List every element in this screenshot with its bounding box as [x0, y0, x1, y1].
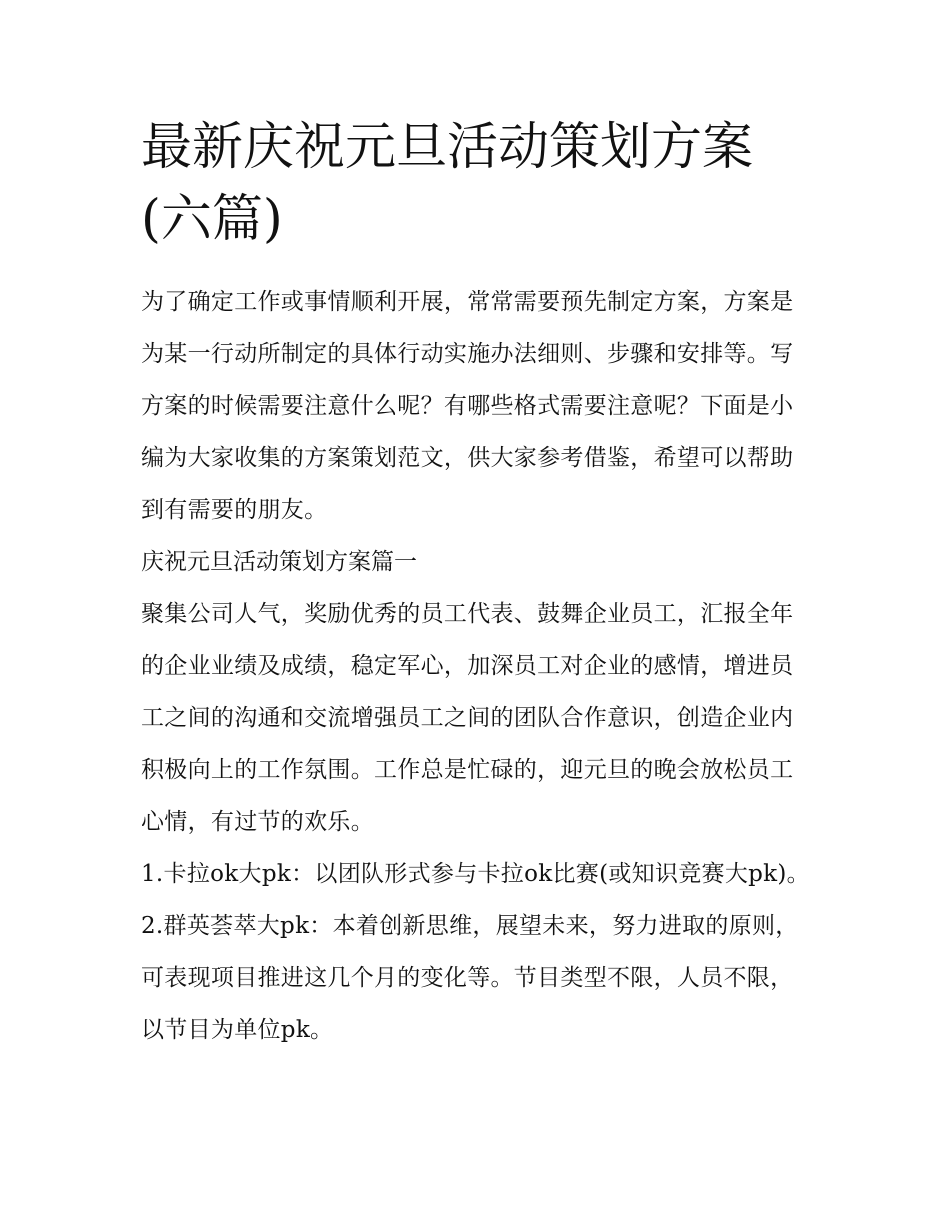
document-page — [141, 112, 813, 1056]
document-title: 最新庆祝元旦活动策划方案(六篇) — [141, 118, 754, 249]
list-item-2: 2.群英荟萃大pk：本着创新思维，展望未来，努力进取的原则，可表现项目推进这几个月的变化等。节目类型不限，人员不限，以节目为单位pk。 — [141, 913, 799, 1043]
list-item-1: 1.卡拉ok大pk：以团队形式参与卡拉ok比赛(或知识竞赛大pk)。 — [141, 861, 810, 887]
document-body — [141, 276, 813, 1056]
paragraph-1: 聚集公司人气，奖励优秀的员工代表、鼓舞企业员工，汇报全年的企业业绩及成绩，稳定军心，加深员工对企业的感情，增进员工之间的沟通和交流增强员工之间的团队合作意识，创造企业内积极向上的工作氛围。工作总是忙碌的，迎元旦的晚会放松员工心情，有过节的欢乐。 — [141, 601, 794, 835]
section-heading: 庆祝元旦活动策划方案篇一 — [141, 549, 417, 575]
intro-paragraph: 为了确定工作或事情顺利开展，常常需要预先制定方案，方案是为某一行动所制定的具体行动实施办法细则、步骤和安排等。写方案的时候需要注意什么呢？有哪些格式需要注意呢？下面是小编为大家收集的方案策划范文，供大家参考借鉴，希望可以帮助到有需要的朋友。 — [141, 289, 794, 523]
